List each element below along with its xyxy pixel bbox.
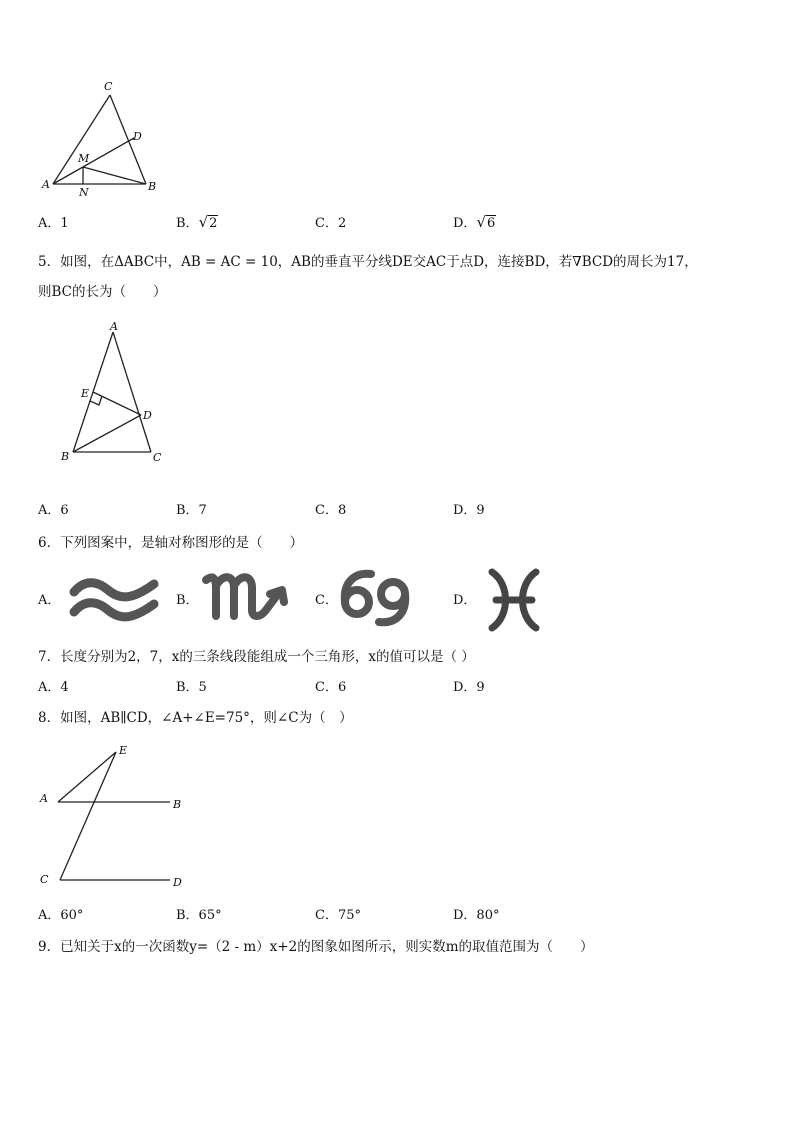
- q4-option-d-radicand: 6: [487, 216, 496, 231]
- q4-option-d[interactable]: D．√6: [453, 213, 496, 231]
- q7-text: 7．长度分别为2，7，x的三条线段能组成一个三角形，x的值可以是（ ）: [38, 649, 475, 665]
- q8-option-b[interactable]: B．65°: [176, 908, 222, 923]
- cancer-symbol-icon: [337, 564, 413, 628]
- q6-text: 6．下列图案中，是轴对称图形的是（ ）: [38, 535, 304, 551]
- q8-parallel-lines-figure: [36, 740, 196, 892]
- q6-option-c[interactable]: C．: [315, 593, 338, 608]
- q8-option-c[interactable]: C．75°: [315, 908, 361, 923]
- q7-option-b[interactable]: B．5: [176, 680, 207, 695]
- q4-option-b-radicand: 2: [209, 216, 218, 231]
- q4-option-b-letter: B．: [176, 216, 199, 231]
- pisces-symbol-icon: [484, 566, 544, 634]
- q5-label-c: C: [153, 451, 162, 464]
- q5-option-b[interactable]: B．7: [176, 503, 207, 518]
- q6-option-b[interactable]: B．: [176, 593, 199, 608]
- q6-option-d[interactable]: D．: [453, 593, 477, 608]
- scorpio-symbol-icon: [200, 566, 298, 622]
- q5-option-a[interactable]: A．6: [38, 503, 69, 518]
- q5-label-d: D: [143, 409, 152, 422]
- q5-triangle-figure: [55, 318, 170, 468]
- q7-option-d[interactable]: D．9: [453, 680, 485, 695]
- q5-label-a: A: [110, 320, 118, 333]
- q4-label-d: D: [133, 130, 142, 143]
- q8-label-d: D: [173, 876, 182, 889]
- q5-text-line2: 则BC的长为（ ）: [38, 284, 167, 300]
- q8-label-b: B: [173, 798, 182, 811]
- q4-option-c[interactable]: C．2: [315, 216, 347, 231]
- q4-option-d-letter: D．: [453, 216, 477, 231]
- q6-option-a[interactable]: A．: [38, 593, 61, 608]
- q4-label-n: N: [79, 186, 89, 198]
- q5-text-line1: 5．如图，在ΔABC中，AB = AC = 10，AB的垂直平分线DE交AC于点D，连接BD，若∇BCD的周长为17，: [38, 254, 698, 270]
- q8-option-a[interactable]: A．60°: [38, 908, 84, 923]
- q7-option-a[interactable]: A．4: [38, 680, 69, 695]
- q7-option-c[interactable]: C．6: [315, 680, 347, 695]
- q4-label-m: M: [78, 152, 90, 165]
- q5-option-c[interactable]: C．8: [315, 503, 347, 518]
- q4-option-a[interactable]: A．1: [38, 216, 69, 231]
- q8-label-c: C: [40, 873, 49, 886]
- q4-label-c: C: [104, 80, 113, 93]
- q5-option-d[interactable]: D．9: [453, 503, 485, 518]
- q9-text: 9．已知关于x的一次函数y=（2 - m）x+2的图象如图所示，则实数m的取值范围为（ ）: [38, 939, 594, 955]
- q4-label-b: B: [148, 180, 157, 193]
- q5-label-e: E: [81, 387, 90, 400]
- q8-text: 8．如图，AB∥CD，∠A+∠E=75°，则∠C为（ ）: [38, 710, 353, 726]
- q8-label-a: A: [40, 792, 48, 805]
- q4-triangle-figure: [38, 78, 168, 198]
- q4-label-a: A: [42, 178, 50, 191]
- q8-option-d[interactable]: D．80°: [453, 908, 500, 923]
- q8-label-e: E: [119, 744, 128, 757]
- q4-option-b[interactable]: B．√2: [176, 213, 218, 231]
- q5-label-b: B: [61, 450, 70, 463]
- aquarius-symbol-icon: [68, 572, 160, 622]
